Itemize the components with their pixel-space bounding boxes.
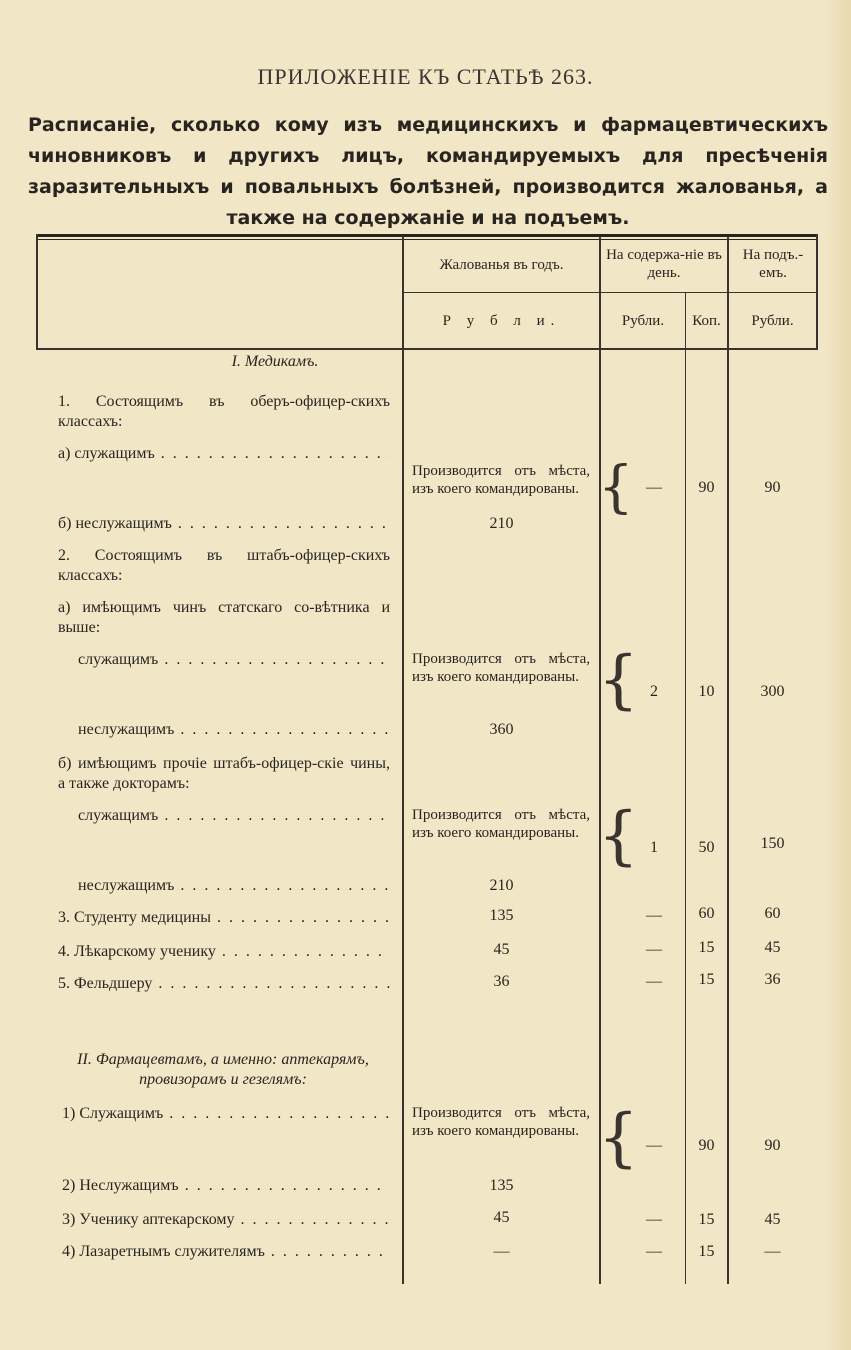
- table-left-border: [36, 234, 38, 350]
- s1-r2b-lift: 150: [760, 835, 785, 852]
- header-subrule: [402, 292, 816, 293]
- s1-r4-salary: 45: [493, 941, 510, 958]
- row-2b2-label: неслужащимъ . . .: [78, 876, 390, 896]
- s2-r2-salary: 135: [489, 1177, 514, 1194]
- s2-row-4-label: 4) Лазаретнымъ служителямъ . . .: [62, 1242, 390, 1262]
- s2-r1-daily-kop: 90: [698, 1137, 715, 1154]
- section-2-title: II. Фармацевтамъ, а именно: аптекарямъ, провизорамъ и гезелямъ:: [77, 1051, 369, 1088]
- s1-r5-salary: 36: [493, 973, 510, 990]
- header-rubles-spaced: Р у б л и.: [442, 313, 561, 329]
- s1-r4-daily-rub: —: [646, 941, 662, 958]
- s2-r3-daily-rub: —: [646, 1211, 662, 1228]
- s1-r1-lift: 90: [764, 479, 781, 496]
- group-2a-label: а) имѣющимъ чинъ статскаго со-вѣтника и выше:: [58, 599, 390, 636]
- group-2b-label: б) имѣющимъ прочіе штабъ-офицер-скіе чины, а также докторамъ:: [58, 755, 390, 792]
- s1-r2b-daily-rub: 1: [650, 839, 658, 856]
- note-1: Производится отъ мѣста, изъ коего командированы.: [412, 463, 590, 497]
- s1-r2b-daily-kop: 50: [698, 839, 715, 856]
- s1-r5-daily-kop: 15: [698, 971, 715, 988]
- table-top-rule-thin: [36, 239, 818, 240]
- row-2a2-label: неслужащимъ . . .: [78, 720, 390, 740]
- row-3-label: 3. Студенту медицины . . .: [58, 908, 390, 928]
- s1-r2a-lift: 300: [760, 683, 785, 700]
- s2-r4-daily-rub: —: [646, 1243, 662, 1260]
- row-2b1-label: служащимъ . . .: [78, 806, 390, 826]
- s1-r3-lift: 60: [764, 905, 781, 922]
- s1-r4-daily-kop: 15: [698, 939, 715, 956]
- col-sep-1: [402, 236, 404, 1284]
- row-4-label: 4. Лѣкарскому ученику . . .: [58, 942, 390, 962]
- page-edge: [827, 0, 851, 1350]
- s2-r1-lift: 90: [764, 1137, 781, 1154]
- s2-row-3-label: 3) Ученику аптекарскому . . .: [62, 1210, 390, 1230]
- brace-2: {: [598, 643, 639, 717]
- note-3: Производится отъ мѣста, изъ коего командированы.: [412, 807, 590, 841]
- row-2a1-label: служащимъ . . .: [78, 650, 390, 670]
- appendix-heading: ПРИЛОЖЕНІЕ КЪ СТАТЬѢ 263.: [257, 64, 594, 89]
- s1-r1-daily-rub: —: [646, 479, 662, 496]
- brace-1: {: [598, 455, 634, 520]
- table-header-rule: [36, 348, 818, 350]
- header-daily-kopecks: Коп.: [692, 313, 721, 329]
- s1-r2a2-salary: 360: [489, 721, 514, 738]
- document-title: Расписаніе, сколько кому изъ медицинскихъ и фармацевтическихъ чиновниковъ и другихъ лицъ, командируемыхъ для пресѣченія заразительныхъ и повальныхъ болѣзней, производится жалованья, а также на содержаніе и на подъемъ.: [28, 114, 828, 229]
- section-1-title: I. Медикамъ.: [231, 353, 319, 370]
- table-top-rule: [36, 234, 818, 237]
- brace-3: {: [598, 799, 639, 873]
- row-1b-label: б) неслужащимъ . . .: [58, 514, 390, 534]
- s1-r5-daily-rub: —: [646, 973, 662, 990]
- group-1-label: 1. Состоящимъ въ оберъ-офицер-скихъ классахъ:: [58, 393, 390, 430]
- brace-4: {: [598, 1101, 639, 1175]
- s2-r1-daily-rub: —: [646, 1137, 662, 1154]
- s1-r1-daily-kop: 90: [698, 479, 715, 496]
- s1-r2b2-salary: 210: [489, 877, 514, 894]
- s2-r3-lift: 45: [764, 1211, 781, 1228]
- s2-row-2-label: 2) Неслужащимъ . . .: [62, 1176, 390, 1196]
- row-5-label: 5. Фельдшеру . . .: [58, 974, 390, 994]
- group-2-label: 2. Состоящимъ въ штабъ-офицер-скихъ классахъ:: [58, 547, 390, 584]
- col-sep-4: [727, 236, 729, 1284]
- s1-r3-salary: 135: [489, 907, 514, 924]
- s2-r4-daily-kop: 15: [698, 1243, 715, 1260]
- header-lift: На подъ.-емъ.: [742, 247, 804, 281]
- s1-r2a-daily-rub: 2: [650, 683, 658, 700]
- s1-r4-lift: 45: [764, 939, 781, 956]
- s1-r1b-salary: 210: [489, 515, 514, 532]
- header-daily: На содержа-ніе въ день.: [606, 247, 722, 281]
- note-4: Производится отъ мѣста, изъ коего командированы.: [412, 1105, 590, 1139]
- s2-r3-salary: 45: [493, 1209, 510, 1226]
- header-salary: Жалованья въ годъ.: [439, 257, 564, 273]
- table-right-border: [816, 234, 818, 350]
- s2-r3-daily-kop: 15: [698, 1211, 715, 1228]
- s1-r3-daily-kop: 60: [698, 905, 715, 922]
- s1-r3-daily-rub: —: [646, 907, 662, 924]
- s1-r5-lift: 36: [764, 971, 781, 988]
- s2-r4-salary: —: [493, 1243, 510, 1260]
- s2-r4-lift: —: [764, 1243, 781, 1260]
- header-lift-rubles: Рубли.: [751, 313, 794, 329]
- header-daily-rubles: Рубли.: [621, 313, 665, 329]
- s2-row-1-label: 1) Служащимъ . . .: [62, 1104, 390, 1124]
- row-1a-label: а) служащимъ . . .: [58, 444, 390, 464]
- note-2: Производится отъ мѣста, изъ коего командированы.: [412, 651, 590, 685]
- s1-r2a-daily-kop: 10: [698, 683, 715, 700]
